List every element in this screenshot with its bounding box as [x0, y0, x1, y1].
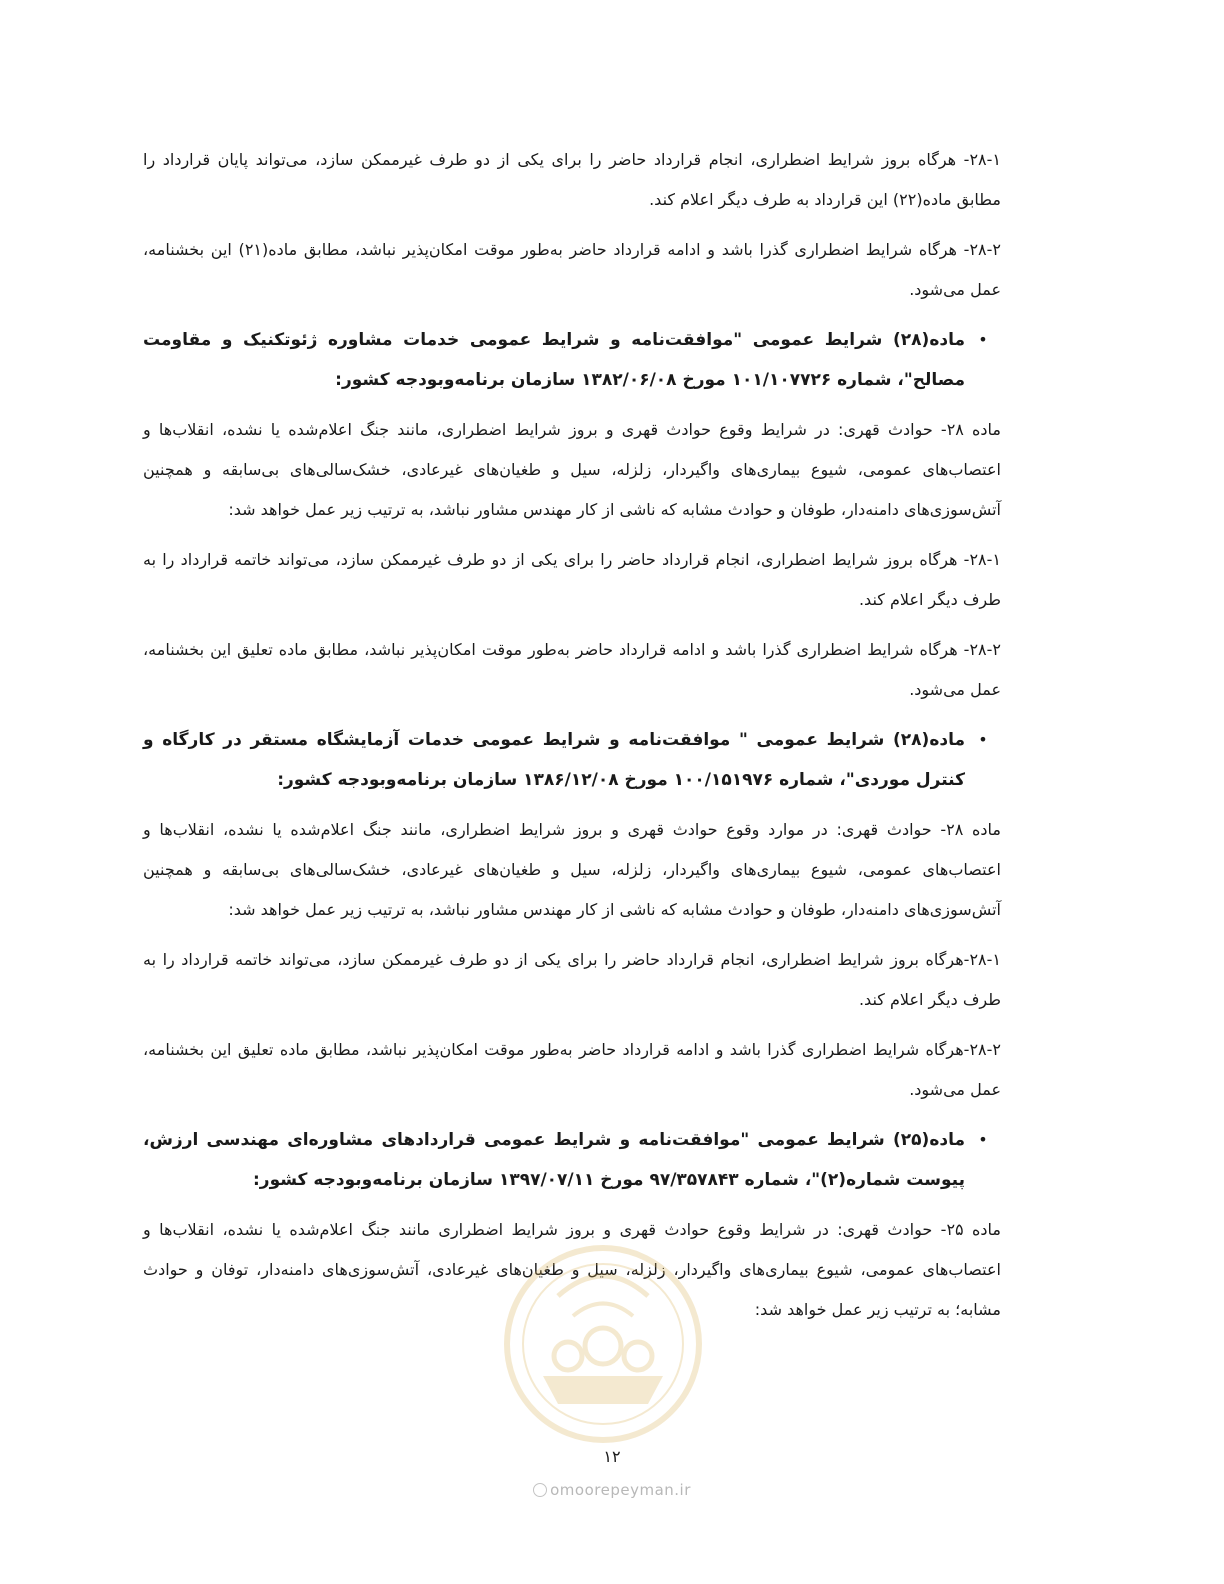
clause-28-1: ۲۸-۱-هرگاه بروز شرایط اضطراری، انجام قرارداد حاضر را برای یکی از دو طرف غیرممکن سازد، می‌تواند خاتمه قرارداد را به طرف دیگر اعلام کند.	[143, 950, 1001, 1009]
bullet-icon: •	[978, 330, 988, 349]
article-28-force-majeure: ماده ۲۸- حوادث قهری: در شرایط وقوع حوادث قهری و بروز شرایط اضطراری، مانند جنگ اعلام‌شده یا نشده، انقلاب‌ها و اعتصاب‌های عمومی، شیوع بیماری‌های واگیردار، زلزله، سیل و طغیان‌های غیرعادی، خشک‌سالی‌های بی‌سابقه و همچنین آتش‌سوزی‌های دامنه‌دار، طوفان و حوادث مشابه که ناشی از کار مهندس مشاور نباشد، به ترتیب زیر عمل خواهد شد:	[143, 420, 1001, 519]
clause-28-2: ۲۸-۲- هرگاه شرایط اضطراری گذرا باشد و ادامه قرارداد حاضر به‌طور موقت امکان‌پذیر نباشد، مطابق ماده(۲۱) این بخشنامه، عمل می‌شود.	[143, 240, 1002, 299]
article-28-force-majeure: ماده ۲۸- حوادث قهری: در موارد وقوع حوادث قهری و بروز شرایط اضطراری، مانند جنگ اعلام‌شده یا نشده، انقلاب‌ها و اعتصاب‌های عمومی، شیوع بیماری‌های واگیردار، زلزله، سیل و طغیان‌های غیرعادی، خشک‌سالی‌های بی‌سابقه و همچنین آتش‌سوزی‌های دامنه‌دار، طوفان و حوادث مشابه که ناشی از کار مهندس مشاور نباشد، به ترتیب زیر عمل خواهد شد:	[143, 820, 1001, 919]
clause-28-2: ۲۸-۲- هرگاه شرایط اضطراری گذرا باشد و ادامه قرارداد حاضر به‌طور موقت امکان‌پذیر نباشد، مطابق ماده تعلیق این بخشنامه، عمل می‌شود.	[143, 640, 1001, 699]
clause-28-1: ۲۸-۱- هرگاه بروز شرایط اضطراری، انجام قرارداد حاضر را برای یکی از دو طرف غیرممکن سازد، می‌تواند پایان قرارداد را مطابق ماده(۲۲) این قرارداد به طرف دیگر اعلام کند.	[143, 150, 1001, 209]
heading-text: ماده(۲۵) شرایط عمومی "موافقت‌نامه و شرایط عمومی قراردادهای مشاوره‌ای مهندسی ارزش، پیوست شماره(۲)"، شماره ۹۷/۳۵۷۸۴۳ مورخ ۱۳۹۷/۰۷/۱۱ سازمان برنامه‌وبودجه کشور:	[143, 1130, 965, 1190]
page-number: ۱۲	[603, 1447, 621, 1466]
bullet-icon: •	[978, 1130, 988, 1149]
section-heading-laboratory	[143, 720, 1001, 800]
heading-text: ماده(۲۸) شرایط عمومی "موافقت‌نامه و شرایط عمومی خدمات مشاوره ژئوتکنیک و مقاومت مصالح"، شماره ۱۰۱/۱۰۷۷۲۶ مورخ ۱۳۸۲/۰۶/۰۸ سازمان برنامه‌وبودجه کشور:	[143, 330, 965, 390]
clause-28-2: ۲۸-۲-هرگاه شرایط اضطراری گذرا باشد و ادامه قرارداد حاضر به‌طور موقت امکان‌پذیر نباشد، مطابق ماده تعلیق این بخشنامه، عمل می‌شود.	[143, 1040, 1001, 1099]
document-body	[143, 140, 1001, 1340]
article-25-force-majeure: ماده ۲۵- حوادث قهری: در شرایط وقوع حوادث قهری و بروز شرایط اضطراری مانند جنگ اعلام‌شده یا نشده، انقلاب‌ها و اعتصاب‌های عمومی، شیوع بیماری‌های واگیردار، زلزله، سیل و طغیان‌های غیرعادی، آتش‌سوزی‌های دامنه‌دار، توفان و حوادث مشابه؛ به ترتیب زیر عمل خواهد شد:	[143, 1220, 1002, 1319]
bullet-icon: •	[978, 730, 988, 749]
website-footer	[0, 1481, 1224, 1499]
section-heading-geotechnical	[143, 320, 1001, 400]
globe-icon	[533, 1483, 547, 1497]
website-url: omoorepeyman.ir	[550, 1481, 691, 1499]
clause-28-1: ۲۸-۱- هرگاه بروز شرایط اضطراری، انجام قرارداد حاضر را برای یکی از دو طرف غیرممکن سازد، می‌تواند خاتمه قرارداد را به طرف دیگر اعلام کند.	[143, 550, 1001, 609]
heading-text: ماده(۲۸) شرایط عمومی " موافقت‌نامه و شرایط عمومی خدمات آزمایشگاه مستقر در کارگاه و کنترل موردی"، شماره ۱۰۰/۱۵۱۹۷۶ مورخ ۱۳۸۶/۱۲/۰۸ سازمان برنامه‌وبودجه کشور:	[143, 730, 965, 790]
section-heading-value-engineering	[143, 1120, 1001, 1200]
